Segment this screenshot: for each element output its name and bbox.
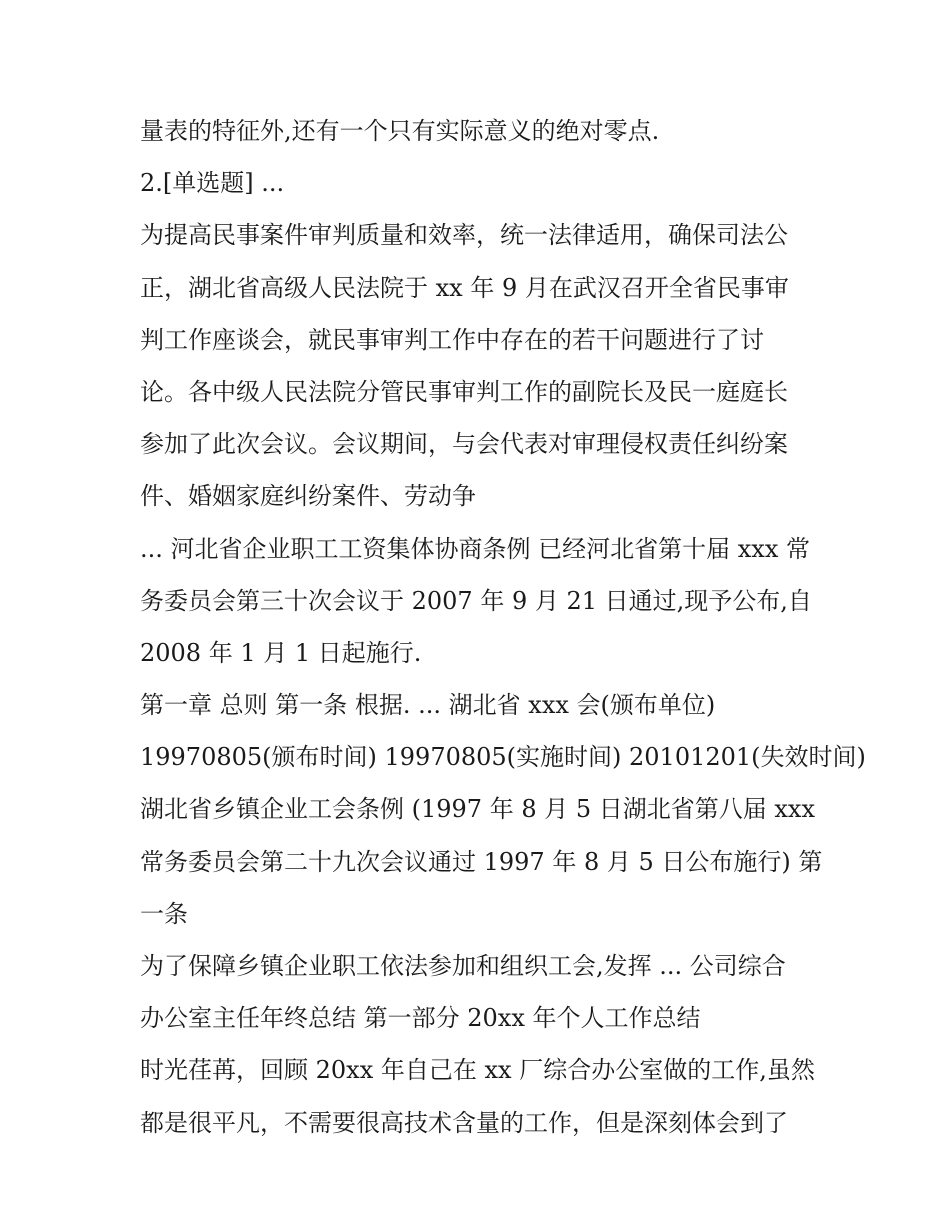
text-line: 为提高民事案件审判质量和效率，统一法律适用，确保司法公: [140, 221, 788, 250]
text-line: 时光荏苒，回顾 20xx 年自己在 xx 厂综合办公室做的工作,虽然: [140, 1056, 815, 1085]
text-line: 都是很平凡，不需要很高技术含量的工作，但是深刻体会到了: [140, 1108, 788, 1137]
text-line: 参加了此次会议。会议期间，与会代表对审理侵权责任纠纷案: [140, 430, 788, 459]
text-line: 常务委员会第二十九次会议通过 1997 年 8 月 5 日公布施行) 第: [140, 847, 823, 876]
text-line: 正，湖北省高级人民法院于 xx 年 9 月在武汉召开全省民事审: [140, 273, 789, 302]
text-line: 19970805(颁布时间) 19970805(实施时间) 20101201(失效时间): [140, 743, 866, 772]
text-line: 湖北省乡镇企业工会条例 (1997 年 8 月 5 日湖北省第八届 xxx: [140, 795, 815, 824]
text-line: 件、婚姻家庭纠纷案件、劳动争: [140, 482, 476, 511]
text-line: 判工作座谈会，就民事审判工作中存在的若干问题进行了讨: [140, 325, 764, 354]
text-line: 2008 年 1 月 1 日起施行.: [140, 638, 422, 667]
text-line: 一条: [140, 899, 188, 928]
text-line: 论。各中级人民法院分管民事审判工作的副院长及民一庭庭长: [140, 377, 788, 406]
text-line: 第一章 总则 第一条 根据. ... 湖北省 xxx 会(颁布单位): [140, 691, 716, 720]
text-line: 办公室主任年终总结 第一部分 20xx 年个人工作总结: [140, 1004, 701, 1033]
text-line: 为了保障乡镇企业职工依法参加和组织工会,发挥 ... 公司综合: [140, 952, 786, 980]
document-body: [140, 105, 866, 1149]
text-line: ... 河北省企业职工工资集体协商条例 已经河北省第十届 xxx 常: [140, 534, 811, 563]
text-line: 量表的特征外,还有一个只有实际意义的绝对零点.: [140, 117, 660, 145]
text-line: 务委员会第三十次会议于 2007 年 9 月 21 日通过,现予公布,自: [140, 586, 812, 615]
question-heading: 2.[单选题] ...: [140, 169, 285, 198]
